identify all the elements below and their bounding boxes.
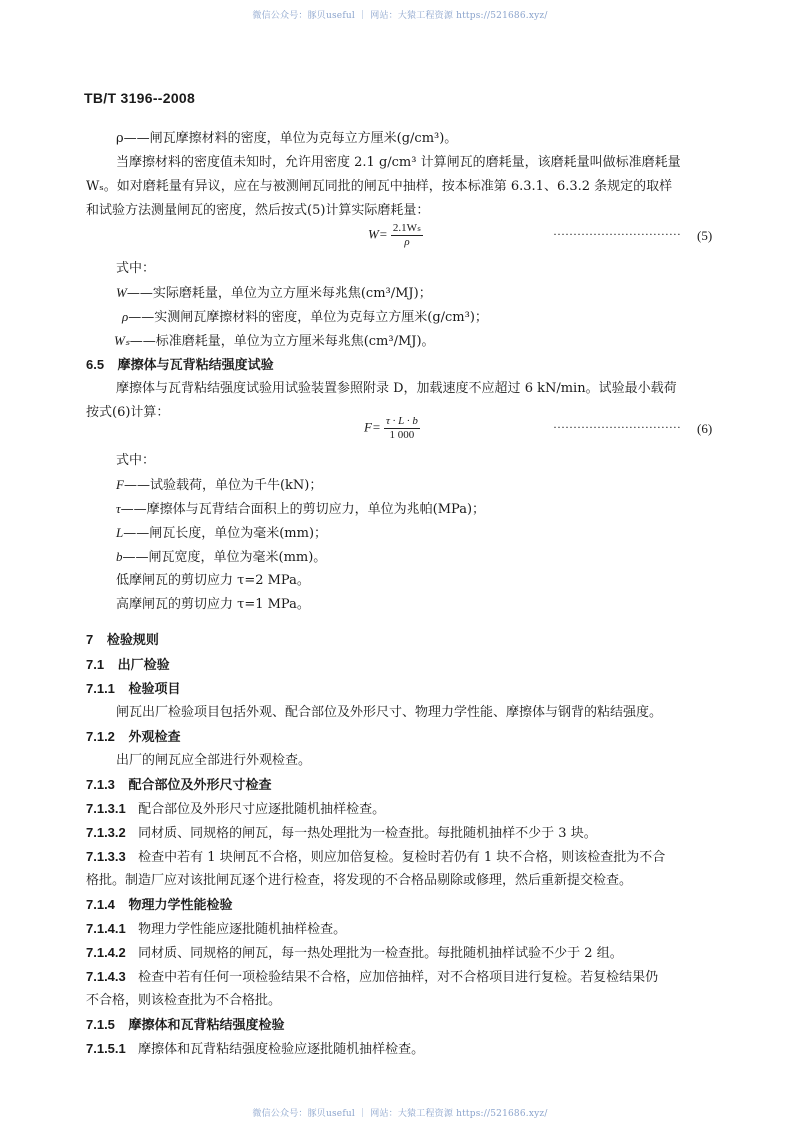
clause-number: 7.1.3.1	[86, 801, 126, 816]
clause-7-1-3-3	[86, 849, 665, 866]
definition-text: ——闸瓦宽度，单位为毫米(mm)。	[122, 550, 327, 565]
clause-number: 7.1.4.3	[86, 969, 126, 984]
definition-item	[116, 477, 322, 494]
formula-fraction	[384, 415, 420, 442]
definition-text: ——闸瓦长度，单位为毫米(mm)；	[123, 526, 328, 541]
symbol: W	[116, 285, 127, 300]
clause-continuation: 格批。制造厂应对该批闸瓦逐个进行检查，将发现的不合格品剔除或修理，然后重新提交检查。	[86, 873, 633, 888]
symbol: Wₛ	[114, 333, 130, 348]
section-title: 检验项目	[128, 682, 181, 697]
paragraph-line: 和试验方法测量闸瓦的密度，然后按式(5)计算实际磨耗量：	[86, 203, 430, 218]
section-number: 7.1.1	[86, 681, 115, 696]
section-heading-7-1-1	[86, 681, 181, 698]
clause-7-1-4-2	[86, 945, 623, 962]
section-title: 配合部位及外形尺寸检查	[128, 778, 272, 793]
definition-text: ——实测闸瓦摩擦材料的密度，单位为克每立方厘米(g/cm³)；	[128, 310, 488, 325]
formula-lhs: W=	[368, 226, 388, 242]
definition-text: ——摩擦体与瓦背结合面积上的剪切应力，单位为兆帕(MPa)；	[120, 502, 486, 517]
clause-text: 检查中若有任何一项检验结果不合格，应加倍抽样，对不合格项目进行复检。若复检结果仍	[138, 970, 659, 985]
formula-number: (5)	[697, 228, 713, 243]
section-number: 7.1.4	[86, 897, 115, 912]
paragraph-line: 按式(6)计算：	[86, 405, 170, 420]
standard-code: TB/T 3196--2008	[84, 90, 196, 106]
paragraph-line: 闸瓦出厂检验项目包括外观、配合部位及外形尺寸、物理力学性能、摩擦体与钢背的粘结强度。	[116, 705, 663, 720]
clause-text: 同材质、同规格的闸瓦，每一热处理批为一检查批。每批随机抽样不少于 3 块。	[138, 826, 597, 841]
section-title: 摩擦体和瓦背粘结强度检验	[128, 1018, 285, 1033]
clause-text: 摩擦体和瓦背粘结强度检验应逐批随机抽样检查。	[138, 1042, 425, 1057]
numerator: 2.1Wₛ	[392, 222, 422, 234]
where-label: 式中：	[116, 261, 156, 276]
section-number: 7.1.5	[86, 1017, 115, 1032]
symbol: F	[116, 477, 124, 492]
definition-text: ——试验载荷，单位为千牛(kN)；	[123, 478, 323, 493]
definition-item	[122, 309, 488, 326]
section-heading-7-1-5	[86, 1017, 285, 1034]
paragraph-line: 摩擦体与瓦背粘结强度试验用试验装置参照附录 D，加载速度不应超过 6 kN/min。试验最小载荷	[116, 381, 677, 396]
formula-fraction	[391, 222, 423, 249]
clause-7-1-3-2	[86, 825, 597, 842]
definition-text: ——标准磨耗量，单位为立方厘米每兆焦(cm³/MJ)。	[129, 334, 435, 349]
denominator: ρ	[404, 236, 410, 248]
clause-number: 7.1.3.2	[86, 825, 126, 840]
section-number: 6.5	[86, 357, 105, 372]
watermark-top: 微信公众号：豚贝useful ｜ 网站：大猿工程资源 https://521686.xyz/	[252, 11, 548, 21]
section-number: 7.1	[86, 657, 105, 672]
definition-item	[116, 525, 327, 542]
section-number: 7.1.2	[86, 729, 115, 744]
section-title: 出厂检验	[117, 658, 170, 673]
clause-text: 同材质、同规格的闸瓦，每一热处理批为一检查批。每批随机抽样试验不少于 2 组。	[138, 946, 623, 961]
section-heading-7-1-4	[86, 897, 233, 914]
clause-7-1-4-3	[86, 969, 658, 986]
symbol: b	[116, 549, 123, 564]
definition-item	[116, 501, 485, 518]
clause-continuation: 不合格，则该检查批为不合格批。	[86, 993, 282, 1008]
definition-item	[116, 549, 326, 566]
section-heading-7-1-2	[86, 729, 181, 746]
section-number: 7.1.3	[86, 777, 115, 792]
paragraph-line: 当摩擦材料的密度值未知时，允许用密度 2.1 g/cm³ 计算闸瓦的磨耗量，该磨耗量叫做标准磨耗量	[116, 155, 681, 170]
formula-6	[364, 415, 420, 442]
clause-text: 物理力学性能应逐批随机抽样检查。	[138, 922, 347, 937]
clause-text: 检查中若有 1 块闸瓦不合格，则应加倍复检。复检时若仍有 1 块不合格，则该检查批为不合	[138, 850, 666, 865]
section-number: 7	[86, 632, 94, 647]
definition-item	[114, 333, 435, 350]
symbol: L	[116, 525, 124, 540]
section-heading-6-5	[86, 357, 274, 374]
low-friction-stress: 低摩闸瓦的剪切应力 τ=2 MPa。	[116, 573, 310, 588]
denominator: 1 000	[389, 429, 415, 441]
section-title: 物理力学性能检验	[128, 898, 233, 913]
paragraph-line: Wₛ。如对磨耗量有异议，应在与被测闸瓦同批的闸瓦中抽样，按本标准第 6.3.1、6.3.2 条规定的取样	[86, 179, 673, 194]
clause-number: 7.1.5.1	[86, 1041, 126, 1056]
formula-lhs: F=	[364, 419, 381, 435]
clause-text: 配合部位及外形尺寸应逐批随机抽样检查。	[138, 802, 386, 817]
clause-number: 7.1.4.1	[86, 921, 126, 936]
section-heading-7-1-3	[86, 777, 272, 794]
section-title: 检验规则	[106, 633, 159, 648]
symbol: τ	[116, 501, 121, 516]
section-title: 摩擦体与瓦背粘结强度试验	[117, 358, 274, 373]
numerator: τ · L · b	[385, 415, 418, 427]
section-title: 外观检查	[128, 730, 181, 745]
clause-7-1-5-1	[86, 1041, 424, 1058]
watermark-bottom: 微信公众号：豚贝useful ｜ 网站：大猿工程资源 https://521686.xyz/	[252, 1109, 548, 1119]
clause-7-1-3-1	[86, 801, 385, 818]
formula-leader-dots: ································	[553, 227, 681, 241]
definition-item	[116, 285, 432, 302]
formula-leader-dots: ································	[553, 420, 681, 434]
clause-7-1-4-1	[86, 921, 346, 938]
rho-definition: ρ——闸瓦摩擦材料的密度，单位为克每立方厘米(g/cm³)。	[116, 131, 458, 146]
formula-number: (6)	[697, 421, 713, 436]
symbol: ρ	[122, 309, 129, 324]
definition-text: ——实际磨耗量，单位为立方厘米每兆焦(cm³/MJ)；	[126, 286, 432, 301]
clause-number: 7.1.4.2	[86, 945, 126, 960]
high-friction-stress: 高摩闸瓦的剪切应力 τ=1 MPa。	[116, 597, 310, 612]
clause-number: 7.1.3.3	[86, 849, 126, 864]
section-heading-7-1	[86, 657, 170, 674]
formula-5	[368, 222, 423, 249]
paragraph-line: 出厂的闸瓦应全部进行外观检查。	[116, 753, 312, 768]
section-heading-7	[86, 632, 159, 649]
where-label: 式中：	[116, 453, 156, 468]
